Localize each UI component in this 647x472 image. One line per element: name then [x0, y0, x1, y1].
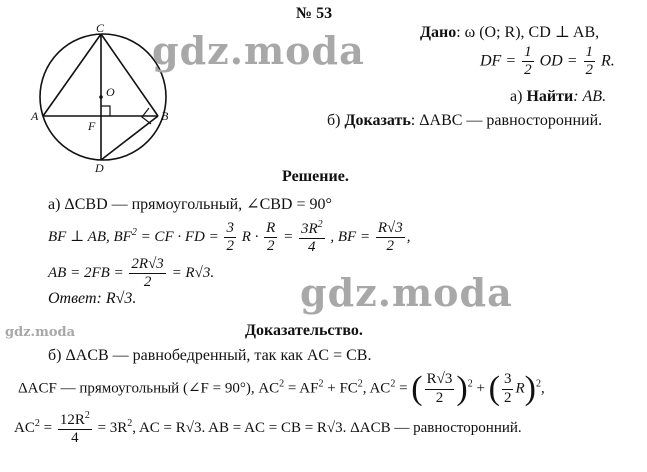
given-line2 [480, 44, 615, 80]
f3-den: 4 [308, 239, 316, 256]
label-o: O [106, 85, 115, 99]
sup-11: 2 [127, 418, 133, 430]
f4-den: 2 [386, 238, 395, 255]
f4-num: R√3 [376, 220, 405, 238]
proof-eq2: = [39, 420, 53, 437]
answer-line [48, 290, 136, 308]
frac-3-2 [224, 220, 236, 256]
sol-comma: , [406, 229, 411, 246]
given-df: DF = [480, 52, 517, 70]
label-f: F [88, 119, 96, 133]
sup-6: 2 [390, 378, 396, 390]
prove-label: Доказать [344, 112, 411, 129]
frac-3r2-4 [299, 219, 325, 257]
label-d: D [95, 161, 104, 174]
proof-line2 [18, 370, 545, 408]
paren-close-2: ) [524, 370, 536, 407]
paren-open-2: ( [488, 370, 500, 407]
find-line [510, 88, 606, 106]
f1-num: 3 [224, 220, 236, 238]
paren-close-1: ) [456, 370, 468, 407]
watermark-top: gdz.moda [152, 28, 365, 73]
frac-g1 [425, 371, 455, 407]
sol-ab: AB = 2FB = [48, 265, 124, 282]
g2-den: 2 [503, 389, 512, 406]
proof-eq: = [395, 380, 408, 397]
f5-den: 2 [143, 274, 152, 291]
prove-value: : ΔABC — равносторонний. [410, 112, 603, 129]
problem-number: № 53 [296, 5, 333, 22]
given-r: R. [601, 52, 615, 70]
frac-g2 [502, 371, 514, 407]
sup-5: 2 [357, 378, 363, 390]
proof-af: = AF [284, 380, 319, 397]
given-label: Дано [420, 24, 457, 41]
half-num-2: 1 [584, 44, 596, 62]
h1-den: 4 [71, 430, 79, 447]
g1-den: 2 [435, 389, 444, 406]
label-a: A [31, 109, 39, 123]
find-prefix: а) [510, 88, 523, 105]
sol-cf-fd: = CF · FD = [136, 229, 219, 246]
given-text: : ω (O; R), CD ⊥ AB, [456, 24, 600, 41]
answer-label: Ответ [48, 290, 97, 307]
find-label: Найти [526, 88, 574, 105]
h1-num-text: 12R [59, 412, 85, 428]
sup-2: 2 [317, 219, 323, 230]
sol-ab-result: = R√3. [171, 265, 215, 282]
answer-value: : R√3. [96, 290, 137, 307]
watermark-small: gdz.moda [5, 325, 76, 340]
frac-h1 [58, 410, 92, 448]
half-den: 2 [524, 62, 532, 79]
proof-acf: ΔACF — прямоугольный (∠F = 90°), AC [18, 380, 280, 397]
proof-fc: + FC [323, 380, 358, 397]
sol-r-dot: R · [241, 229, 259, 246]
f1-den: 2 [226, 238, 234, 255]
sup-9: 2 [34, 418, 40, 430]
sol-eq: = [283, 229, 294, 246]
label-b: B [161, 109, 169, 123]
frac-rsqrt3-2 [376, 220, 405, 256]
proof-conclusion: , AC = R√3. AB = AC = CB = R√3. ΔACB — равносторонний. [132, 420, 522, 437]
solution-line3 [48, 256, 214, 292]
center-o [99, 95, 103, 99]
sup-4: 2 [318, 378, 324, 390]
proof-line3 [14, 410, 522, 448]
segment-ac [43, 34, 101, 116]
label-c: C [96, 24, 105, 35]
watermark-middle: gdz.moda [300, 270, 513, 315]
proof-plus: + [476, 380, 485, 397]
sol-bf-eq: , BF = [330, 229, 371, 246]
sup-1: 2 [131, 227, 137, 239]
proof-ac: , AC [362, 380, 391, 397]
solution-line2 [48, 219, 410, 257]
given-half-2 [584, 44, 596, 80]
frac-r-2 [264, 220, 277, 256]
find-value: : AB. [573, 88, 607, 105]
given-half-1 [522, 44, 534, 80]
f5-num: 2R√3 [129, 256, 165, 274]
frac-2rsqrt3-2 [129, 256, 165, 292]
paren-open-1: ( [411, 370, 423, 407]
g2-num: 3 [502, 371, 514, 389]
given-od: OD = [539, 52, 578, 70]
sup-7: 2 [467, 378, 473, 390]
g1-num: R√3 [425, 371, 455, 389]
circle-omega [40, 34, 166, 160]
right-angle-f [101, 106, 110, 116]
prove-line [327, 112, 602, 130]
proof-ac2: AC [14, 420, 35, 437]
solution-heading: Решение. [282, 168, 349, 185]
sup-10: 2 [84, 410, 90, 421]
f2-num: R [264, 220, 277, 238]
sup-3: 2 [279, 378, 285, 390]
segment-bc [101, 34, 158, 116]
prove-prefix: б) [327, 112, 341, 129]
proof-r: R [515, 380, 525, 397]
sup-8: 2 [535, 378, 541, 390]
proof-end-comma: , [540, 380, 545, 397]
given-line1 [420, 22, 599, 42]
f3-num [299, 219, 325, 239]
proof-heading: Доказательство. [245, 322, 363, 339]
half-den-2: 2 [585, 62, 594, 79]
f2-den: 2 [266, 238, 275, 255]
sol-bf: BF ⊥ AB, BF [48, 229, 132, 246]
proof-line1: б) ΔACB — равнобедренный, так как AC = CB. [48, 347, 372, 364]
half-num: 1 [522, 44, 534, 62]
solution-line1: а) ΔCBD — прямоугольный, ∠CBD = 90° [48, 196, 332, 213]
proof-3r: = 3R [97, 420, 128, 437]
f3-num-text: 3R [300, 221, 318, 237]
h1-num [58, 410, 92, 430]
